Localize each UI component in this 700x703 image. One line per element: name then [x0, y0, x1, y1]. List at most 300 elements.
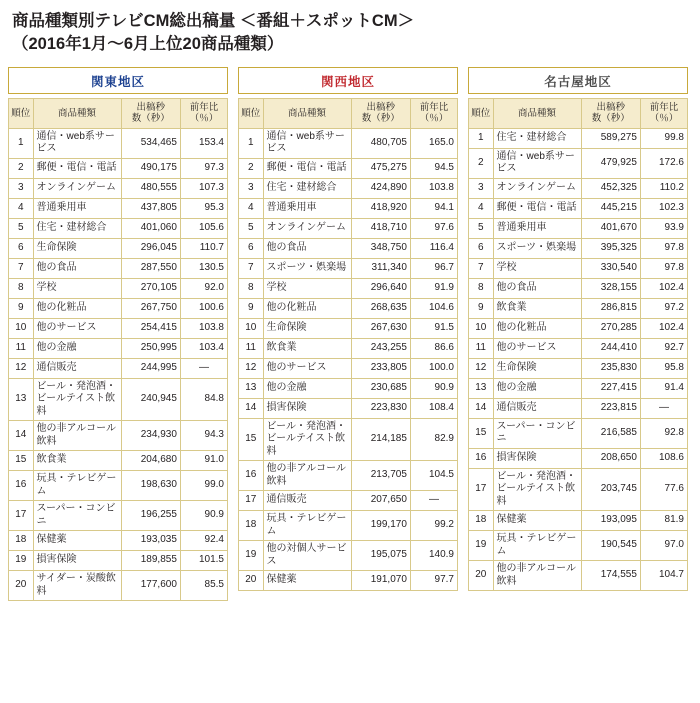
table-row: [469, 378, 688, 398]
table-row: [9, 358, 228, 378]
cell-rank: 20: [9, 571, 34, 601]
cell-rank: 4: [239, 198, 264, 218]
col-header-yoy-l1: 前年比: [189, 101, 219, 113]
col-header-seconds: [121, 98, 180, 128]
cell-seconds: 395,325: [581, 238, 640, 258]
table-row: [239, 198, 458, 218]
cell-category: 生命保険: [493, 358, 581, 378]
page-title: [0, 0, 700, 59]
cell-yoy: 102.4: [640, 318, 687, 338]
cell-category: 他の食品: [33, 258, 121, 278]
table-row: [239, 158, 458, 178]
cell-category: 他の化粧品: [33, 298, 121, 318]
table-row: [469, 418, 688, 448]
table-row: [9, 551, 228, 571]
cell-yoy: 81.9: [640, 511, 687, 531]
table-row: [239, 238, 458, 258]
region-title-kansai: 関西地区: [238, 67, 458, 94]
cell-category: 飲食業: [33, 451, 121, 471]
cell-rank: 8: [239, 278, 264, 298]
table-row: [239, 128, 458, 158]
cell-rank: 20: [469, 561, 494, 591]
cell-category: 他の食品: [493, 278, 581, 298]
cell-seconds: 240,945: [121, 378, 180, 421]
cell-rank: 17: [239, 491, 264, 511]
cell-category: 他の金融: [493, 378, 581, 398]
cell-rank: 10: [469, 318, 494, 338]
cell-rank: 5: [469, 218, 494, 238]
table-row: [469, 511, 688, 531]
cell-rank: 2: [239, 158, 264, 178]
cell-rank: 18: [9, 531, 34, 551]
table-row: [469, 318, 688, 338]
tables-container: [0, 59, 700, 601]
table-body-nagoya: [469, 128, 688, 591]
cell-rank: 15: [469, 418, 494, 448]
cell-yoy: 103.8: [410, 178, 457, 198]
cell-seconds: 267,750: [121, 298, 180, 318]
cell-yoy: 99.2: [410, 511, 457, 541]
table-row: [9, 238, 228, 258]
cell-category: 他の金融: [33, 338, 121, 358]
cell-seconds: 189,855: [121, 551, 180, 571]
cell-rank: 4: [9, 198, 34, 218]
table-header-row: [469, 98, 688, 128]
cell-rank: 18: [469, 511, 494, 531]
cell-seconds: 445,215: [581, 198, 640, 218]
cell-category: 通信販売: [33, 358, 121, 378]
cell-yoy: 97.2: [640, 298, 687, 318]
cell-category: 通信・web系サービス: [33, 128, 121, 158]
cell-seconds: 193,035: [121, 531, 180, 551]
cell-category: サイダー・炭酸飲料: [33, 571, 121, 601]
table-row: [239, 318, 458, 338]
cell-rank: 13: [9, 378, 34, 421]
cell-yoy: 107.3: [180, 178, 227, 198]
table-row: [469, 561, 688, 591]
cell-yoy: 82.9: [410, 418, 457, 461]
col-header-seconds-l2: 数（秒）: [131, 113, 170, 125]
cell-category: 他の化粧品: [263, 298, 351, 318]
cell-yoy: —: [180, 358, 227, 378]
cell-yoy: 100.0: [410, 358, 457, 378]
table-row: [239, 571, 458, 591]
cell-category: ビール・発泡酒・ビールテイスト飲料: [493, 468, 581, 511]
cell-yoy: 153.4: [180, 128, 227, 158]
cell-yoy: 102.4: [640, 278, 687, 298]
table-row: [9, 318, 228, 338]
cell-category: 生命保険: [33, 238, 121, 258]
cell-yoy: 104.6: [410, 298, 457, 318]
table-row: [469, 218, 688, 238]
cell-seconds: 348,750: [351, 238, 410, 258]
cell-category: 学校: [493, 258, 581, 278]
cell-rank: 4: [469, 198, 494, 218]
table-row: [239, 398, 458, 418]
cell-rank: 20: [239, 571, 264, 591]
table-block-nagoya: [468, 67, 688, 591]
table-row: [469, 448, 688, 468]
cell-rank: 9: [9, 298, 34, 318]
table-row: [9, 571, 228, 601]
cell-rank: 19: [239, 541, 264, 571]
cell-yoy: 110.2: [640, 178, 687, 198]
table-block-kansai: [238, 67, 458, 591]
table-row: [9, 258, 228, 278]
cell-yoy: 104.7: [640, 561, 687, 591]
cell-yoy: 92.7: [640, 338, 687, 358]
cell-seconds: 244,410: [581, 338, 640, 358]
cell-rank: 13: [239, 378, 264, 398]
table-header-row: [9, 98, 228, 128]
table-row: [239, 358, 458, 378]
table-row: [239, 278, 458, 298]
cell-rank: 10: [9, 318, 34, 338]
cell-seconds: 286,815: [581, 298, 640, 318]
cell-seconds: 254,415: [121, 318, 180, 338]
cell-rank: 5: [239, 218, 264, 238]
cell-seconds: 589,275: [581, 128, 640, 148]
col-header-rank: 順位: [239, 98, 264, 128]
table-row: [469, 258, 688, 278]
cell-rank: 1: [239, 128, 264, 158]
cell-category: 学校: [263, 278, 351, 298]
table-row: [239, 418, 458, 461]
cell-rank: 11: [469, 338, 494, 358]
cell-rank: 1: [9, 128, 34, 158]
cell-seconds: 480,555: [121, 178, 180, 198]
cell-rank: 6: [239, 238, 264, 258]
cell-seconds: 243,255: [351, 338, 410, 358]
cell-seconds: 268,635: [351, 298, 410, 318]
cell-rank: 6: [469, 238, 494, 258]
col-header-yoy-l2: （％）: [649, 113, 679, 125]
cell-seconds: 199,170: [351, 511, 410, 541]
cell-rank: 17: [469, 468, 494, 511]
table-row: [9, 298, 228, 318]
col-header-rank: 順位: [9, 98, 34, 128]
cell-rank: 11: [239, 338, 264, 358]
cell-category: 郵便・電信・電話: [493, 198, 581, 218]
cell-yoy: 108.4: [410, 398, 457, 418]
cell-seconds: 174,555: [581, 561, 640, 591]
cell-category: オンラインゲーム: [493, 178, 581, 198]
cell-category: 他の非アルコール飲料: [493, 561, 581, 591]
cell-yoy: 97.8: [640, 238, 687, 258]
cell-yoy: 103.4: [180, 338, 227, 358]
cell-seconds: 296,045: [121, 238, 180, 258]
cell-rank: 12: [9, 358, 34, 378]
cell-seconds: 198,630: [121, 471, 180, 501]
cell-yoy: 91.0: [180, 451, 227, 471]
table-row: [9, 158, 228, 178]
cell-seconds: 244,995: [121, 358, 180, 378]
table-row: [9, 378, 228, 421]
table-header-row: [239, 98, 458, 128]
cell-seconds: 193,095: [581, 511, 640, 531]
cell-rank: 2: [469, 148, 494, 178]
title-line-2: （2016年1月〜6月上位20商品種類）: [12, 35, 284, 54]
cell-yoy: 93.9: [640, 218, 687, 238]
cell-rank: 10: [239, 318, 264, 338]
cell-yoy: 84.8: [180, 378, 227, 421]
cell-category: 住宅・建材総合: [263, 178, 351, 198]
cell-rank: 3: [469, 178, 494, 198]
cell-category: 通信・web系サービス: [263, 128, 351, 158]
table-row: [469, 178, 688, 198]
cell-yoy: 94.5: [410, 158, 457, 178]
col-header-category: 商品種類: [493, 98, 581, 128]
cell-category: 損害保険: [493, 448, 581, 468]
table-row: [469, 358, 688, 378]
cell-yoy: 90.9: [410, 378, 457, 398]
cell-category: 保健薬: [493, 511, 581, 531]
cell-seconds: 235,830: [581, 358, 640, 378]
cell-seconds: 330,540: [581, 258, 640, 278]
cell-seconds: 223,815: [581, 398, 640, 418]
table-body-kansai: [239, 128, 458, 591]
cell-seconds: 267,630: [351, 318, 410, 338]
table-row: [9, 128, 228, 158]
cell-yoy: 91.9: [410, 278, 457, 298]
col-header-yoy-l1: 前年比: [419, 101, 449, 113]
table-row: [9, 178, 228, 198]
cell-seconds: 311,340: [351, 258, 410, 278]
cell-yoy: 91.4: [640, 378, 687, 398]
cell-yoy: 105.6: [180, 218, 227, 238]
cell-category: 普通乗用車: [263, 198, 351, 218]
col-header-yoy: [640, 98, 687, 128]
cell-seconds: 250,995: [121, 338, 180, 358]
cell-rank: 7: [239, 258, 264, 278]
cell-seconds: 195,075: [351, 541, 410, 571]
cell-category: 他の化粧品: [493, 318, 581, 338]
cell-yoy: 140.9: [410, 541, 457, 571]
cell-category: 郵便・電信・電話: [33, 158, 121, 178]
cell-seconds: 287,550: [121, 258, 180, 278]
col-header-category: 商品種類: [33, 98, 121, 128]
cell-yoy: 99.8: [640, 128, 687, 148]
col-header-seconds-l1: 出稿秒: [596, 101, 625, 113]
cell-rank: 16: [469, 448, 494, 468]
table-row: [9, 501, 228, 531]
table-row: [469, 468, 688, 511]
cell-seconds: 227,415: [581, 378, 640, 398]
cell-seconds: 270,285: [581, 318, 640, 338]
cell-yoy: 91.5: [410, 318, 457, 338]
cell-rank: 6: [9, 238, 34, 258]
col-header-yoy: [410, 98, 457, 128]
table-row: [239, 491, 458, 511]
cell-category: 学校: [33, 278, 121, 298]
col-header-yoy-l2: （％）: [419, 113, 449, 125]
cell-category: 玩具・テレビゲーム: [493, 531, 581, 561]
cell-rank: 1: [469, 128, 494, 148]
cell-category: 他のサービス: [493, 338, 581, 358]
cell-yoy: 130.5: [180, 258, 227, 278]
region-title-nagoya: 名古屋地区: [468, 67, 688, 94]
cell-rank: 18: [239, 511, 264, 541]
table-row: [239, 541, 458, 571]
cell-yoy: 90.9: [180, 501, 227, 531]
cell-rank: 14: [9, 421, 34, 451]
cell-yoy: 77.6: [640, 468, 687, 511]
table-row: [239, 218, 458, 238]
cell-rank: 12: [469, 358, 494, 378]
cell-seconds: 213,705: [351, 461, 410, 491]
cell-category: 生命保険: [263, 318, 351, 338]
cell-rank: 12: [239, 358, 264, 378]
cell-seconds: 270,105: [121, 278, 180, 298]
table-row: [9, 198, 228, 218]
cell-rank: 19: [9, 551, 34, 571]
ranking-table-kanto: [8, 98, 228, 601]
cell-seconds: 204,680: [121, 451, 180, 471]
cell-yoy: 103.8: [180, 318, 227, 338]
cell-category: 通信販売: [493, 398, 581, 418]
cell-category: 保健薬: [263, 571, 351, 591]
cell-yoy: 110.7: [180, 238, 227, 258]
cell-category: オンラインゲーム: [263, 218, 351, 238]
cell-seconds: 208,650: [581, 448, 640, 468]
cell-category: スポーツ・娯楽場: [493, 238, 581, 258]
table-row: [469, 338, 688, 358]
cell-seconds: 328,155: [581, 278, 640, 298]
cell-seconds: 296,640: [351, 278, 410, 298]
cell-rank: 11: [9, 338, 34, 358]
cell-rank: 8: [469, 278, 494, 298]
cell-yoy: 95.8: [640, 358, 687, 378]
cell-category: 他のサービス: [33, 318, 121, 338]
cell-category: ビール・発泡酒・ビールテイスト飲料: [33, 378, 121, 421]
cell-category: 通信販売: [263, 491, 351, 511]
cell-rank: 14: [469, 398, 494, 418]
col-header-seconds-l2: 数（秒）: [361, 113, 400, 125]
cell-rank: 5: [9, 218, 34, 238]
table-row: [9, 218, 228, 238]
cell-seconds: 214,185: [351, 418, 410, 461]
cell-rank: 3: [239, 178, 264, 198]
table-row: [9, 531, 228, 551]
cell-yoy: 116.4: [410, 238, 457, 258]
table-block-kanto: [8, 67, 228, 601]
cell-seconds: 207,650: [351, 491, 410, 511]
cell-category: 損害保険: [33, 551, 121, 571]
cell-yoy: 99.0: [180, 471, 227, 501]
table-row: [239, 258, 458, 278]
table-row: [239, 511, 458, 541]
cell-rank: 15: [9, 451, 34, 471]
cell-seconds: 480,705: [351, 128, 410, 158]
cell-rank: 14: [239, 398, 264, 418]
cell-rank: 8: [9, 278, 34, 298]
cell-seconds: 401,060: [121, 218, 180, 238]
cell-seconds: 418,710: [351, 218, 410, 238]
table-row: [469, 128, 688, 148]
cell-category: ビール・発泡酒・ビールテイスト飲料: [263, 418, 351, 461]
cell-yoy: 97.3: [180, 158, 227, 178]
table-row: [469, 531, 688, 561]
cell-category: 保健薬: [33, 531, 121, 551]
cell-category: 飲食業: [263, 338, 351, 358]
cell-category: オンラインゲーム: [33, 178, 121, 198]
cell-seconds: 196,255: [121, 501, 180, 531]
cell-seconds: 216,585: [581, 418, 640, 448]
table-row: [469, 238, 688, 258]
table-row: [239, 298, 458, 318]
table-row: [469, 148, 688, 178]
col-header-seconds: [351, 98, 410, 128]
cell-seconds: 401,670: [581, 218, 640, 238]
cell-rank: 7: [9, 258, 34, 278]
cell-yoy: 95.3: [180, 198, 227, 218]
table-row: [469, 398, 688, 418]
region-title-kanto: 関東地区: [8, 67, 228, 94]
cell-rank: 3: [9, 178, 34, 198]
cell-rank: 9: [239, 298, 264, 318]
cell-seconds: 437,805: [121, 198, 180, 218]
cell-category: 通信・web系サービス: [493, 148, 581, 178]
table-row: [239, 378, 458, 398]
col-header-seconds-l2: 数（秒）: [591, 113, 630, 125]
table-row: [9, 338, 228, 358]
cell-seconds: 452,325: [581, 178, 640, 198]
col-header-rank: 順位: [469, 98, 494, 128]
cell-category: 他の金融: [263, 378, 351, 398]
cell-yoy: 108.6: [640, 448, 687, 468]
col-header-yoy: [180, 98, 227, 128]
cell-rank: 16: [239, 461, 264, 491]
col-header-yoy-l2: （％）: [189, 113, 219, 125]
cell-yoy: 85.5: [180, 571, 227, 601]
col-header-category: 商品種類: [263, 98, 351, 128]
cell-seconds: 190,545: [581, 531, 640, 561]
cell-yoy: 100.6: [180, 298, 227, 318]
cell-category: 他の食品: [263, 238, 351, 258]
cell-category: 郵便・電信・電話: [263, 158, 351, 178]
cell-category: スーパー・コンビニ: [33, 501, 121, 531]
cell-seconds: 191,070: [351, 571, 410, 591]
cell-yoy: 101.5: [180, 551, 227, 571]
cell-seconds: 490,175: [121, 158, 180, 178]
table-row: [239, 461, 458, 491]
cell-rank: 2: [9, 158, 34, 178]
cell-yoy: 97.0: [640, 531, 687, 561]
cell-rank: 16: [9, 471, 34, 501]
cell-category: 普通乗用車: [493, 218, 581, 238]
cell-category: 普通乗用車: [33, 198, 121, 218]
ranking-table-nagoya: [468, 98, 688, 591]
cell-yoy: 97.6: [410, 218, 457, 238]
cell-seconds: 203,745: [581, 468, 640, 511]
cell-seconds: 234,930: [121, 421, 180, 451]
cell-seconds: 534,465: [121, 128, 180, 158]
cell-yoy: 172.6: [640, 148, 687, 178]
cell-yoy: 97.7: [410, 571, 457, 591]
cell-seconds: 479,925: [581, 148, 640, 178]
table-row: [239, 178, 458, 198]
cell-yoy: 92.0: [180, 278, 227, 298]
table-row: [9, 421, 228, 451]
col-header-seconds-l1: 出稿秒: [366, 101, 395, 113]
cell-rank: 15: [239, 418, 264, 461]
cell-yoy: 94.3: [180, 421, 227, 451]
cell-rank: 19: [469, 531, 494, 561]
cell-category: 飲食業: [493, 298, 581, 318]
cell-seconds: 424,890: [351, 178, 410, 198]
cell-yoy: 94.1: [410, 198, 457, 218]
col-header-seconds: [581, 98, 640, 128]
